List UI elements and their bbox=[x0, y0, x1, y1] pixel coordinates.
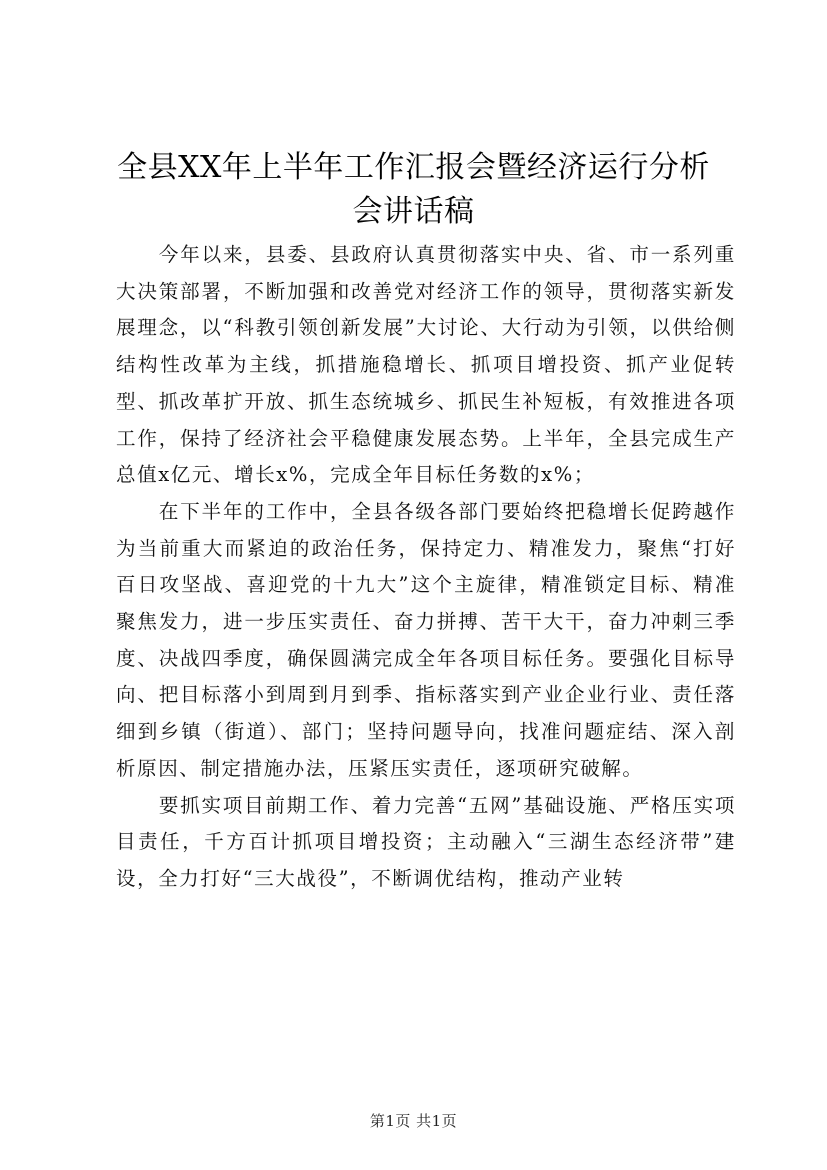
paragraph-2: 在下半年的工作中，全县各级各部门要始终把稳增长促跨越作为当前重大而紧迫的政治任务，保持定力、精准发力，聚焦“打好百日攻坚战、喜迎党的十九大”这个主旋律，精准锁定目标、精准聚焦发力，进一步压实责任、奋力拼搏、苦干大干，奋力冲刺三季度、决战四季度，确保圆满完成全年各项目标任务。要强化目标导向、把目标落小到周到月到季、指标落实到产业企业行业、责任落细到乡镇（街道）、部门；坚持问题导向，找准问题症结、深入剖析原因、制定措施办法，压紧压实责任，逐项研究破解。 bbox=[116, 499, 736, 780]
document-title-line-1: 全县XX年上半年工作汇报会暨经济运行分析 bbox=[117, 150, 710, 185]
page-footer: 第1页 共1页 bbox=[369, 1112, 458, 1130]
document-body bbox=[116, 237, 736, 898]
paragraph-1: 今年以来，县委、县政府认真贯彻落实中央、省、市一系列重大决策部署，不断加强和改善党对经济工作的领导，贯彻落实新发展理念，以“科教引领创新发展”大讨论、大行动为引领，以供给侧结构性改革为主线，抓措施稳增长、抓项目增投资、抓产业促转型、抓改革扩开放、抓生态统城乡、抓民生补短板，有效推进各项工作，保持了经济社会平稳健康发展态势。上半年，全县完成生产总值x亿元、增长x%，完成全年目标任务数的x%； bbox=[116, 243, 736, 487]
document-title-line-2: 会讲话稿 bbox=[352, 194, 475, 229]
paragraph-3: 要抓实项目前期工作、着力完善“五网”基础设施、严格压实项目责任，千方百计抓项目增投资；主动融入“三湖生态经济带”建设，全力打好“三大战役”，不断调优结构，推动产业转 bbox=[116, 793, 736, 890]
